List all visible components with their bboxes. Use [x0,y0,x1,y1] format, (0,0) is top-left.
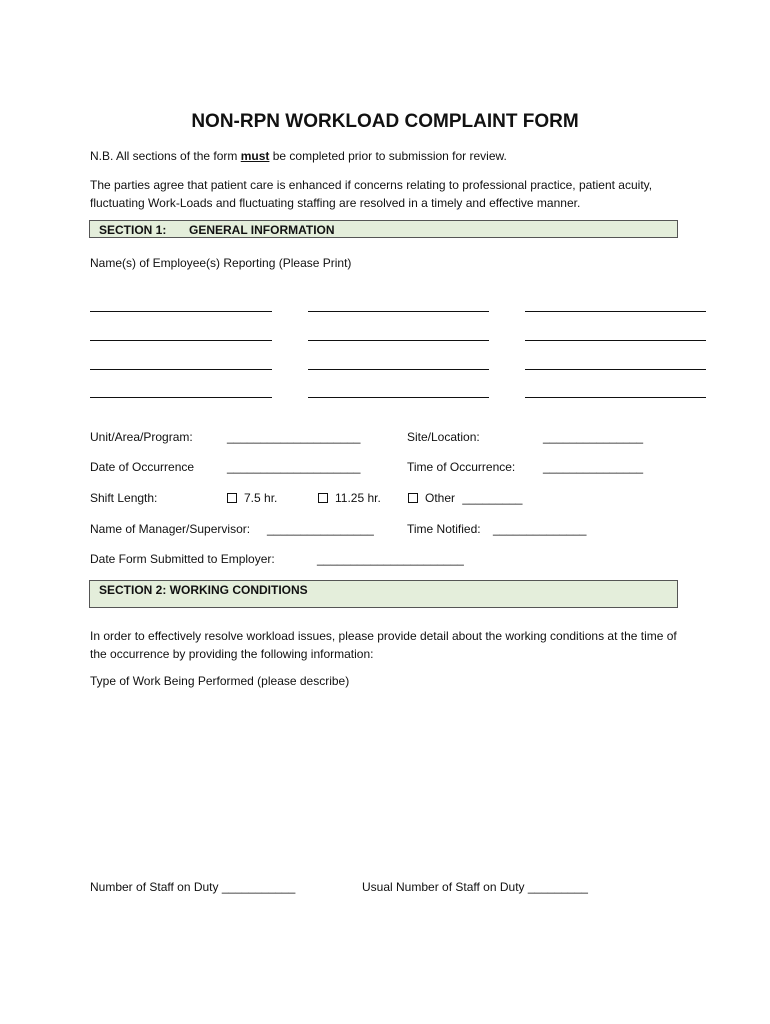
form-title: NON-RPN WORKLOAD COMPLAINT FORM [191,111,579,132]
usual-staff-label: Usual Number of Staff on Duty [362,880,525,894]
time-notified-field[interactable]: ______________ [493,522,587,536]
time-occurrence-field[interactable]: _______________ [543,460,644,474]
section2-intro: In order to effectively resolve workload issues, please provide detail about the working conditions at the time of the occurrence by providing the following information: [90,629,677,661]
nb-note [90,149,507,163]
shift-option-label: 11.25 hr. [335,491,381,505]
nb-must: must [240,149,270,163]
nb-suffix: be completed prior to submission for review. [269,149,507,163]
shift-option-7-5[interactable] [227,491,277,505]
date-occurrence-field[interactable]: ____________________ [227,460,361,474]
date-occurrence-label: Date of Occurrence [90,460,195,474]
nb-prefix: N.B. All sections of the form [90,149,241,163]
section1-number: SECTION 1: [99,223,167,237]
time-notified-label: Time Notified: [407,522,481,536]
employee-name-line[interactable] [308,369,489,370]
employee-names-label: Name(s) of Employee(s) Reporting (Please Print) [90,256,352,270]
staff-on-duty-field[interactable]: ___________ [221,880,296,894]
shift-length-label: Shift Length: [90,491,158,505]
section1-header [89,220,678,238]
usual-staff-field[interactable]: _________ [527,880,588,894]
employee-name-line[interactable] [308,311,489,312]
staff-on-duty-label: Number of Staff on Duty [90,880,219,894]
unit-label: Unit/Area/Program: [90,430,193,444]
staff-on-duty [90,880,295,894]
employee-name-line[interactable] [90,311,272,312]
intro-paragraph: The parties agree that patient care is enhanced if concerns relating to professional practice, patient acuity, fluctuating Work-Loads and fluctuating staffing are resolved in a timely and effective manner. [90,178,653,210]
site-field[interactable]: _______________ [543,430,644,444]
site-label: Site/Location: [407,430,480,444]
employee-name-line[interactable] [525,397,706,398]
date-submitted-field[interactable]: ______________________ [317,552,464,566]
section1-title: GENERAL INFORMATION [189,223,335,237]
employee-name-line[interactable] [308,397,489,398]
shift-option-label: 7.5 hr. [244,491,278,505]
work-type-label: Type of Work Being Performed (please describe) [90,674,350,688]
employee-name-line[interactable] [525,340,706,341]
checkbox-icon[interactable] [408,493,418,503]
employee-name-line[interactable] [525,369,706,370]
section2-title: SECTION 2: WORKING CONDITIONS [99,583,308,597]
usual-staff [362,880,588,894]
employee-name-line[interactable] [90,397,272,398]
shift-option-11-25[interactable] [318,491,381,505]
employee-name-line[interactable] [90,340,272,341]
section2-header [89,580,678,608]
shift-option-label: Other [425,491,456,505]
time-occurrence-label: Time of Occurrence: [407,460,516,474]
manager-field[interactable]: ________________ [267,522,374,536]
shift-option-other[interactable] [408,491,522,505]
shift-other-field[interactable]: _________ [462,491,523,505]
employee-name-line[interactable] [308,340,489,341]
checkbox-icon[interactable] [318,493,328,503]
manager-label: Name of Manager/Supervisor: [90,522,251,536]
employee-name-line[interactable] [90,369,272,370]
employee-name-line[interactable] [525,311,706,312]
unit-field[interactable]: ____________________ [227,430,361,444]
date-submitted-label: Date Form Submitted to Employer: [90,552,275,566]
checkbox-icon[interactable] [227,493,237,503]
